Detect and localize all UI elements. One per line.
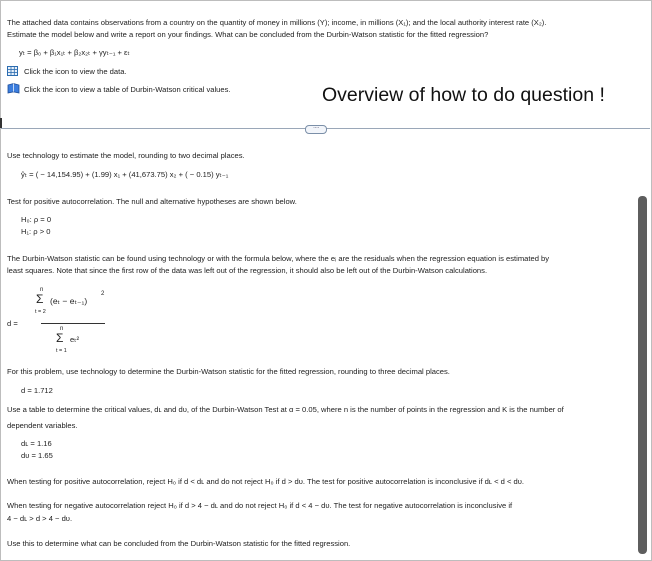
step1-text: Use technology to estimate the model, rounding to two decimal places. xyxy=(7,151,245,160)
left-edge-marker xyxy=(0,118,2,128)
formula-den-lower: t = 1 xyxy=(56,348,67,354)
dw-statistic-value: d = 1.712 xyxy=(21,386,53,395)
dw-text-line2: least squares. Note that since the first row of the data was left out of the regression, it should also be left out of the Durbin-Watson calculations. xyxy=(7,266,488,275)
step3-text: For this problem, use technology to determine the Durbin-Watson statistic for the fitted regression, rounding to three decimal places. xyxy=(7,367,450,376)
dw-table-link-text[interactable]: Click the icon to view a table of Durbin-Watson critical values. xyxy=(24,85,231,94)
formula-num-power: 2 xyxy=(101,291,105,297)
formula-den-upper: n xyxy=(60,326,64,332)
formula-num-upper: n xyxy=(40,287,44,293)
formula-num-body: (eₜ − eₜ₋₁) xyxy=(50,296,88,306)
question-intro-line1: The attached data contains observations from a country on the quantity of money in millions (Y); income, in millions (X₁); and the local authority interest rate (X₂). xyxy=(7,18,547,27)
data-table-icon[interactable] xyxy=(7,66,18,76)
du-critical-value: dᴜ = 1.65 xyxy=(21,451,53,460)
formula-d-label: d = xyxy=(7,319,18,328)
step2-text: Test for positive autocorrelation. The null and alternative hypotheses are shown below. xyxy=(7,197,297,206)
data-link-text[interactable]: Click the icon to view the data. xyxy=(24,67,127,76)
fitted-equation: ŷₜ = ( − 14,154.95) + (1.99) x₁ + (41,673.75) x₂ + ( − 0.15) yₜ₋₁ xyxy=(21,170,229,179)
negative-rule-line1: When testing for negative autocorrelation reject H₀ if d > 4 − dʟ and do not reject H₀ if d < 4 − dᴜ. The test for negative autocorrelation is inconclusive if xyxy=(7,501,513,510)
positive-rule-text: When testing for positive autocorrelation, reject H₀ if d < dʟ and do not reject H₀ if d > dᴜ. The test for positive autocorrelation is inconclusive if dʟ < d < dᴜ. xyxy=(7,477,524,486)
vertical-scrollbar[interactable] xyxy=(638,196,647,554)
final-prompt-text: Use this to determine what can be concluded from the Durbin-Watson statistic for the fitted regression. xyxy=(7,539,351,548)
denominator-sigma: Σ xyxy=(56,331,64,345)
book-icon[interactable] xyxy=(7,83,20,94)
step4-line1: Use a table to determine the critical values, dʟ and dᴜ, of the Durbin-Watson Test at α = 0.05, where n is the number of points in the regression and K is the number of xyxy=(7,405,564,414)
formula-den-body: eₜ² xyxy=(70,335,79,344)
model-equation: yₜ = β₀ + β₁x₁ₜ + β₂x₂ₜ + γyₜ₋₁ + εₜ xyxy=(19,48,130,57)
dl-critical-value: dʟ = 1.16 xyxy=(21,439,52,448)
null-hypothesis: H₀: ρ = 0 xyxy=(21,215,52,224)
negative-rule-line2: 4 − dʟ > d > 4 − dᴜ. xyxy=(7,514,73,523)
overlay-title: Overview of how to do question ! xyxy=(322,84,605,106)
numerator-sigma: Σ xyxy=(36,292,44,306)
expand-more-button[interactable]: ···· xyxy=(305,125,327,134)
question-intro-line2: Estimate the model below and write a report on your findings. What can be concluded from the Durbin-Watson statistic for the fitted regression? xyxy=(7,30,489,39)
alt-hypothesis: H₁: ρ > 0 xyxy=(21,227,51,236)
formula-num-lower: t = 2 xyxy=(35,309,46,315)
dw-text-line1: The Durbin-Watson statistic can be found using technology or with the formula below, where the eᵢ are the residuals when the regression equation is estimated by xyxy=(7,254,550,263)
step4-line2: dependent variables. xyxy=(7,421,78,430)
fraction-bar xyxy=(41,323,105,324)
